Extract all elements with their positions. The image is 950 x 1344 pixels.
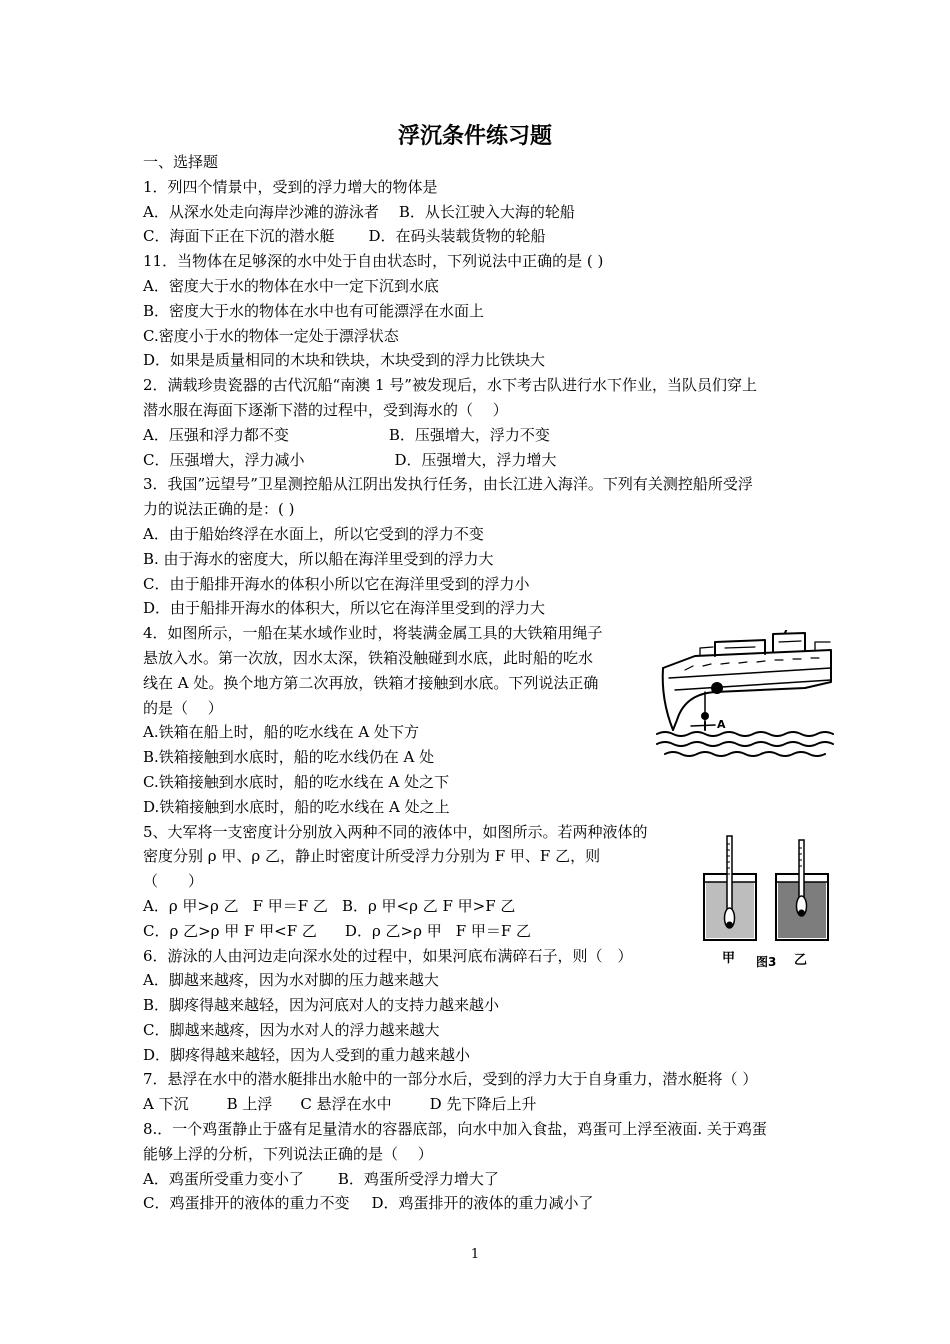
q6-stem: 6．游泳的人由河边走向深水处的过程中，如果河底布满碎石子，则（ ） xyxy=(143,946,633,965)
q11-option-b: B．密度大于水的物体在水中也有可能漂浮在水面上 xyxy=(143,301,485,320)
q2-stem-line1: 2．满载珍贵瓷器的古代沉船“南澳 1 号”被发现后，水下考古队进行水下作业，当队员们穿上 xyxy=(143,376,757,395)
q4-option-d: D.铁箱接触到水底时，船的吃水线在 A 处之上 xyxy=(143,797,450,816)
q8-options-cd xyxy=(143,1191,833,1216)
q5-stem-line1: 5、大军将一支密度计分别放入两种不同的液体中，如图所示。若两种液体的 xyxy=(143,822,648,841)
q3-option-c: C．由于船排开海水的体积小所以它在海洋里受到的浮力小 xyxy=(143,574,530,593)
q8-stem-line2: 能够上浮的分析，下列说法正确的是（ ） xyxy=(143,1144,433,1163)
q3-stem-line1: 3．我国”远望号”卫星测控船从江阴出发执行任务，由长江进入海洋。下列有关测控船所受浮 xyxy=(143,475,753,494)
q5-option-d-force: F 甲＝F 乙 xyxy=(455,921,532,940)
q8-option-c: C．鸡蛋排开的液体的重力不变 xyxy=(143,1194,350,1213)
q5-option-a-force: F 甲＝F 乙 xyxy=(252,896,328,915)
q4-option-b: B.铁箱接触到水底时，船的吃水线仍在 A 处 xyxy=(143,748,435,767)
q5-option-b: B．ρ 甲<ρ 乙 F 甲>F 乙 xyxy=(341,896,516,915)
q11-stem: 11．当物体在足够深的水中处于自由状态时，下列说法中正确的是 ( ) xyxy=(143,252,604,271)
q1-option-a: A．从深水处走向海岸沙滩的游泳者 xyxy=(143,202,379,221)
beaker-left xyxy=(704,836,756,940)
q1-options-cd xyxy=(143,224,833,249)
q7-options xyxy=(143,1092,833,1117)
q4-stem-line1: 4．如图所示，一船在某水域作业时，将装满金属工具的大铁箱用绳子 xyxy=(143,624,603,643)
q8-stem-line1: 8.．一个鸡蛋静止于盛有足量清水的容器底部，向水中加入食盐，鸡蛋可上浮至液面. 关于鸡蛋 xyxy=(143,1120,767,1139)
q1-stem: 1．列四个情景中，受到的浮力增大的物体是 xyxy=(143,177,438,196)
q5-option-a-density: A．ρ 甲>ρ 乙 xyxy=(143,896,239,915)
q2-stem-line2: 潜水服在海面下逐渐下潜的过程中，受到海水的（ ） xyxy=(143,400,508,419)
section-heading: 一、选择题 xyxy=(143,153,219,171)
beaker-right xyxy=(776,840,828,940)
q4-stem-line4: 的是（ ） xyxy=(143,698,223,717)
q11-option-c: C.密度小于水的物体一定处于漂浮状态 xyxy=(143,326,399,345)
q7-option-b: B 上浮 xyxy=(226,1095,273,1114)
q2-option-a: A．压强和浮力都不变 xyxy=(143,425,289,444)
q3-stem-line2: 力的说法正确的是：( ) xyxy=(143,500,295,519)
q4-option-c: C.铁箱接触到水底时，船的吃水线在 A 处之下 xyxy=(143,772,450,791)
q1-option-d: D．在码头装载货物的轮船 xyxy=(368,227,546,246)
q6-option-a: A．脚越来越疼，因为水对脚的压力越来越大 xyxy=(143,971,439,990)
q11-option-a: A．密度大于水的物体在水中一定下沉到水底 xyxy=(143,276,439,295)
q3-option-b: B. 由于海水的密度大，所以船在海洋里受到的浮力大 xyxy=(143,549,494,568)
ship-figure xyxy=(655,630,837,758)
q7-option-a: A 下沉 xyxy=(143,1095,189,1114)
q7-stem: 7．悬浮在水中的潜水艇排出水舱中的一部分水后，受到的浮力大于自身重力，潜水艇将（ ） xyxy=(143,1070,758,1089)
q7-option-c: C 悬浮在水中 xyxy=(300,1095,392,1114)
q1-option-b: B．从长江驶入大海的轮船 xyxy=(398,202,575,221)
q8-option-d: D．鸡蛋排开的液体的重力减小了 xyxy=(371,1194,594,1213)
q2-options-ab xyxy=(143,423,833,448)
beaker-left-label: 甲 xyxy=(722,951,736,966)
beaker-right-label: 乙 xyxy=(794,953,808,968)
figure-caption: 图3 xyxy=(756,955,777,969)
q6-option-c: C．脚越来越疼，因为水对人的浮力越来越大 xyxy=(143,1020,440,1039)
q8-option-a: A．鸡蛋所受重力变小了 xyxy=(143,1169,304,1188)
hydrometer-figure xyxy=(698,830,836,972)
q3-option-a: A．由于船始终浮在水面上，所以它受到的浮力不变 xyxy=(143,524,484,543)
q4-stem-line2: 悬放入水。第一次放，因水太深，铁箱没触碰到水底，此时船的吃水 xyxy=(143,648,594,667)
q6-option-d: D．脚疼得越来越轻，因为人受到的重力越来越小 xyxy=(143,1045,471,1064)
page-number: 1 xyxy=(470,1247,480,1262)
q2-option-b: B．压强增大，浮力不变 xyxy=(388,425,550,444)
q1-option-c: C．海面下正在下沉的潜水艇 xyxy=(143,227,335,246)
q5-stem-line3: （ ） xyxy=(143,872,204,891)
q5-option-c: C．ρ 乙>ρ 甲 F 甲<F 乙 xyxy=(143,921,317,940)
q3-option-d: D．由于船排开海水的体积大，所以它在海洋里受到的浮力大 xyxy=(143,599,546,618)
q2-option-c: C．压强增大，浮力减小 xyxy=(143,450,305,469)
q2-options-cd xyxy=(143,448,833,473)
ship-waterline-label: A xyxy=(717,718,726,731)
page-title: 浮沉条件练习题 xyxy=(397,124,552,149)
q8-option-b: B．鸡蛋所受浮力增大了 xyxy=(337,1169,499,1188)
q4-option-a: A.铁箱在船上时，船的吃水线在 A 处下方 xyxy=(143,723,419,742)
q4-stem-line3: 线在 A 处。换个地方第二次再放，铁箱才接触到水底。下列说法正确 xyxy=(143,673,599,692)
q6-option-b: B．脚疼得越来越轻，因为河底对人的支持力越来越小 xyxy=(143,996,500,1015)
q8-options-ab xyxy=(143,1167,833,1192)
q5-stem-line2: 密度分别 ρ 甲、ρ 乙，静止时密度计所受浮力分别为 F 甲、F 乙，则 xyxy=(143,847,601,866)
q7-option-d: D 先下降后上升 xyxy=(429,1095,537,1114)
q1-options-ab xyxy=(143,200,833,225)
q11-option-d: D．如果是质量相同的木块和铁块，木块受到的浮力比铁块大 xyxy=(143,351,546,370)
q5-option-d-density: D．ρ 乙>ρ 甲 xyxy=(344,921,442,940)
q2-option-d: D．压强增大，浮力增大 xyxy=(394,450,557,469)
